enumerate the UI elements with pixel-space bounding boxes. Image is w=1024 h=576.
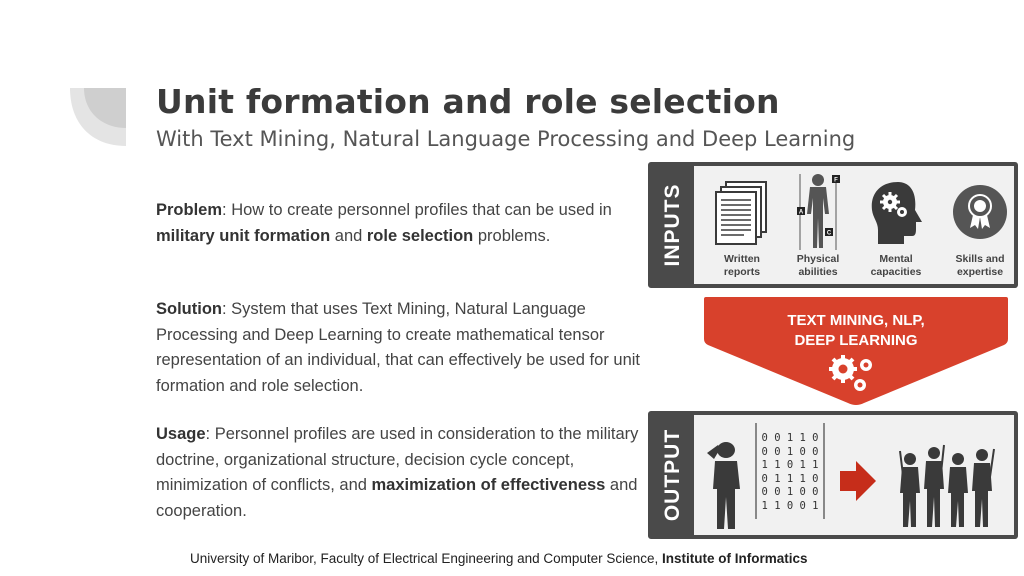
input-label-written-reports: Written reports — [723, 253, 761, 278]
solution-paragraph — [156, 297, 646, 399]
input-label-physical-abilities: Physical abilities — [796, 253, 840, 278]
problem-emphasis-role-selection: role selection — [366, 226, 474, 245]
usage-text: : Personnel profiles are used in consideration to the military doctrine, organizational structure, decision cycle concept, minimization of conflicts, and — [156, 425, 639, 494]
body-marker-f: F — [834, 177, 838, 184]
human-body-icon — [792, 170, 852, 252]
inputs-tab — [652, 166, 694, 284]
footer-institute: Institute of Informatics — [661, 551, 808, 566]
process-label: TEXT MINING, NLP, DEEP LEARNING — [787, 312, 925, 349]
usage-emphasis: maximization of effectiveness — [371, 476, 606, 494]
binary-matrix: 0 0 1 1 0 0 0 1 0 0 1 1 0 1 1 0 1 1 1 0 0 0 1 0 0 1 1 0 0 1 — [755, 423, 825, 519]
output-panel — [648, 411, 1018, 539]
problem-emphasis-unit-formation: military unit formation — [156, 226, 331, 245]
problem-text: and — [330, 226, 367, 245]
soldier-group-icon — [896, 443, 1006, 529]
footer — [190, 551, 807, 566]
problem-text: : How to create personnel profiles that can be used in — [222, 201, 612, 219]
saluting-soldier-icon — [704, 439, 754, 531]
output-tab — [652, 415, 694, 535]
document-stack-icon — [710, 178, 774, 248]
usage-text: and cooperation. — [156, 476, 638, 520]
usage-label: Usage — [156, 425, 206, 443]
input-label-mental-capacities: Mental capacities — [870, 253, 922, 278]
inputs-panel — [648, 162, 1018, 288]
output-label: OUTPUT — [661, 428, 684, 522]
decorative-corner-shape — [62, 88, 126, 146]
problem-paragraph — [156, 198, 646, 249]
inputs-label: INPUTS — [661, 183, 684, 267]
head-gears-icon — [868, 180, 932, 246]
usage-paragraph — [156, 422, 646, 524]
footer-text: University of Maribor, Faculty of Electrical Engineering and Computer Science, — [190, 551, 662, 566]
problem-label: Problem — [156, 201, 223, 219]
input-label-skills-expertise: Skills and expertise — [955, 253, 1005, 278]
body-marker-c: C — [826, 230, 832, 237]
solution-label: Solution — [156, 300, 222, 318]
solution-text: : System that uses Text Mining, Natural Language Processing and Deep Learning to create mathematical tensor representation of an individual, that can effectively be used for unit formation and role selection. — [156, 300, 641, 395]
page-subtitle: With Text Mining, Natural Language Processing and Deep Learning — [156, 127, 856, 151]
page-title: Unit formation and role selection — [156, 82, 780, 121]
award-badge-icon — [952, 184, 1008, 240]
body-marker-a: A — [798, 209, 804, 216]
arrow-right-icon — [838, 459, 878, 503]
problem-text: problems. — [473, 226, 551, 245]
